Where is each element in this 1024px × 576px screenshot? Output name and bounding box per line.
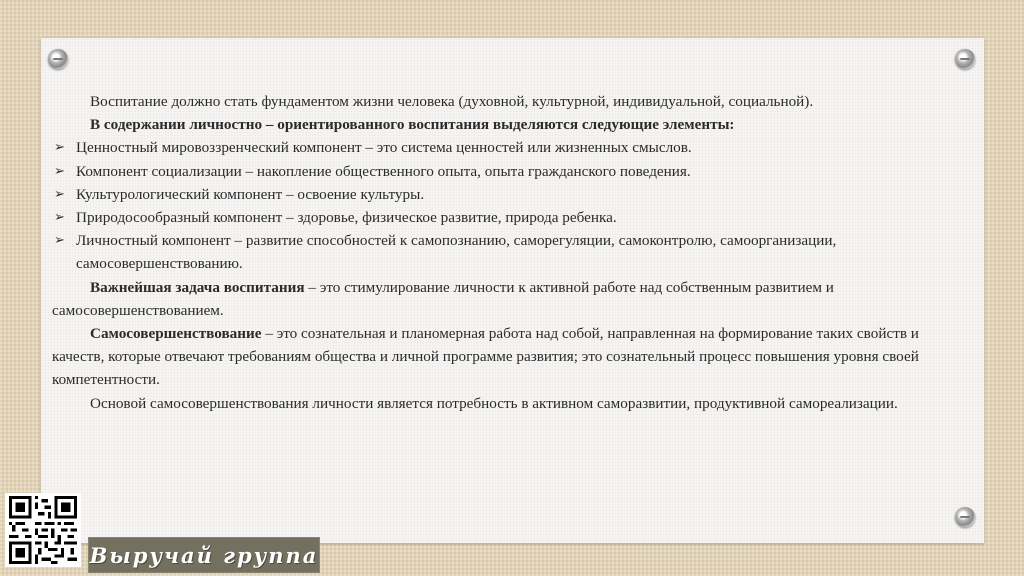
arrow-bullet-icon: ➢ xyxy=(54,140,65,156)
arrow-bullet-icon: ➢ xyxy=(54,163,65,179)
qr-code[interactable] xyxy=(5,493,81,567)
list-item-text: Личностный компонент – развитие способностей к самопознанию, саморегуляции, самоконтролю, самоорганизации, самосовершенствованию. xyxy=(76,232,837,273)
elements-heading: В содержании личностно – ориентированного воспитания выделяются следующие элементы: xyxy=(90,116,735,134)
arrow-bullet-icon: ➢ xyxy=(54,233,65,249)
list-item xyxy=(52,183,972,206)
self-improvement-term: Самосовершенствование xyxy=(90,325,262,343)
intro-paragraph: Воспитание должно стать фундаментом жизни человека (духовной, культурной, индивидуальной, социальной). xyxy=(90,93,814,110)
list-item-text: Ценностный мировоззренческий компонент – это система ценностей или жизненных смыслов. xyxy=(76,139,692,157)
list-item-text: Природосообразный компонент – здоровье, физическое развитие, природа ребенка. xyxy=(76,209,617,227)
basis-paragraph: Основой самосовершенствования личности является потребность в активном саморазвитии, продуктивной самореализации. xyxy=(90,394,898,412)
banner-label: Выручай группа xyxy=(89,542,319,568)
pushpin-icon xyxy=(48,49,68,69)
pushpin-icon xyxy=(955,49,975,69)
arrow-bullet-icon: ➢ xyxy=(54,186,65,202)
list-item xyxy=(52,160,972,183)
task-text: – это стимулирование личности к активной работе над собственным развитием и самосовершенствованием. xyxy=(52,278,834,319)
task-paragraph xyxy=(52,276,972,322)
list-item xyxy=(52,136,972,159)
elements-list xyxy=(52,136,972,275)
self-improvement-paragraph xyxy=(52,322,972,392)
arrow-bullet-icon: ➢ xyxy=(54,210,65,226)
list-item-text: Компонент социализации – накопление общественного опыта, опыта гражданского поведения. xyxy=(76,162,691,180)
task-term: Важнейшая задача воспитания xyxy=(90,278,305,296)
list-item xyxy=(52,229,972,275)
group-banner[interactable] xyxy=(88,537,320,573)
pushpin-icon xyxy=(955,507,975,527)
self-improvement-text: – это сознательная и планомерная работа над собой, направленная на формирование таких свойств и качеств, которые отвечают требованиям общества и личной программе развития; это сознательный процесс повышения уровня своей компетентности. xyxy=(52,325,919,389)
slide-text xyxy=(52,90,972,415)
qr-code-image xyxy=(8,496,78,564)
list-item-text: Культурологический компонент – освоение культуры. xyxy=(76,185,425,203)
list-item xyxy=(52,206,972,229)
